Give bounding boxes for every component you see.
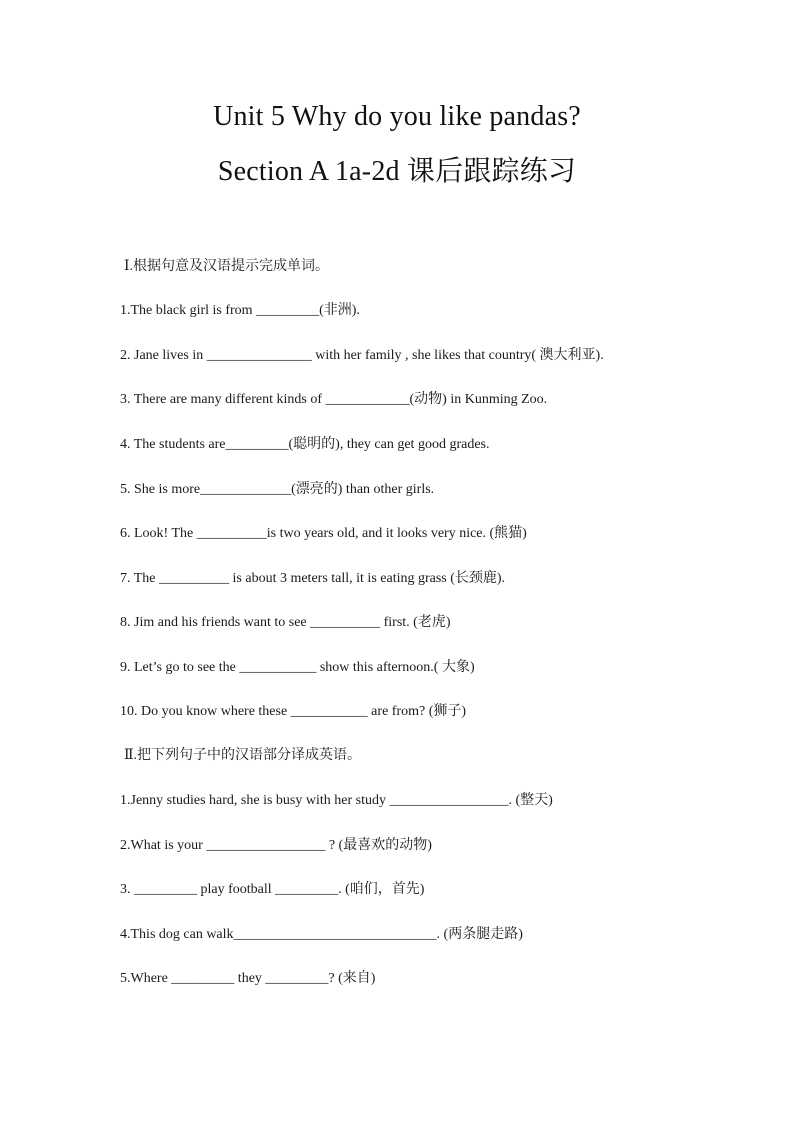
section-2-item-2: 2.What is your _________________ ? (最喜欢的动物) xyxy=(120,838,432,853)
section-1-item-4: 4. The students are_________(聪明的), they can get good grades. xyxy=(120,437,490,452)
section-1-item-5: 5. She is more_____________(漂亮的) than other girls. xyxy=(120,482,435,497)
page-title: Unit 5 Why do you like pandas? xyxy=(213,101,581,132)
section-1-heading: Ⅰ.根据句意及汉语提示完成单词。 xyxy=(124,259,330,274)
section-2-heading: Ⅱ.把下列句子中的汉语部分译成英语。 xyxy=(124,748,362,763)
section-2-item-4: 4.This dog can walk_____________________________. (两条腿走路) xyxy=(120,927,523,942)
section-1-item-8: 8. Jim and his friends want to see __________ first. (老虎) xyxy=(120,615,451,630)
section-2-item-3: 3. _________ play football _________. (咱们，首先) xyxy=(120,882,425,897)
section-2-item-1: 1.Jenny studies hard, she is busy with her study _________________. (整天) xyxy=(120,793,553,808)
section-1-item-6: 6. Look! The __________is two years old, and it looks very nice. (熊猫) xyxy=(120,526,527,541)
page-subtitle: Section A 1a-2d 课后跟踪练习 xyxy=(217,156,577,187)
section-1-item-1: 1.The black girl is from _________(非洲). xyxy=(120,303,360,318)
section-1-item-2: 2. Jane lives in _______________ with her family , she likes that country( 澳大利亚). xyxy=(120,348,604,363)
section-1-item-3: 3. There are many different kinds of ____________(动物) in Kunming Zoo. xyxy=(120,392,548,407)
section-2-item-5: 5.Where _________ they _________? (来自) xyxy=(120,971,376,986)
section-1-item-9: 9. Let’s go to see the ___________ show this afternoon.( 大象) xyxy=(120,660,475,675)
section-1-item-10: 10. Do you know where these ___________ are from? (狮子) xyxy=(120,704,467,719)
section-1-item-7: 7. The __________ is about 3 meters tall, it is eating grass (长颈鹿). xyxy=(120,571,506,586)
